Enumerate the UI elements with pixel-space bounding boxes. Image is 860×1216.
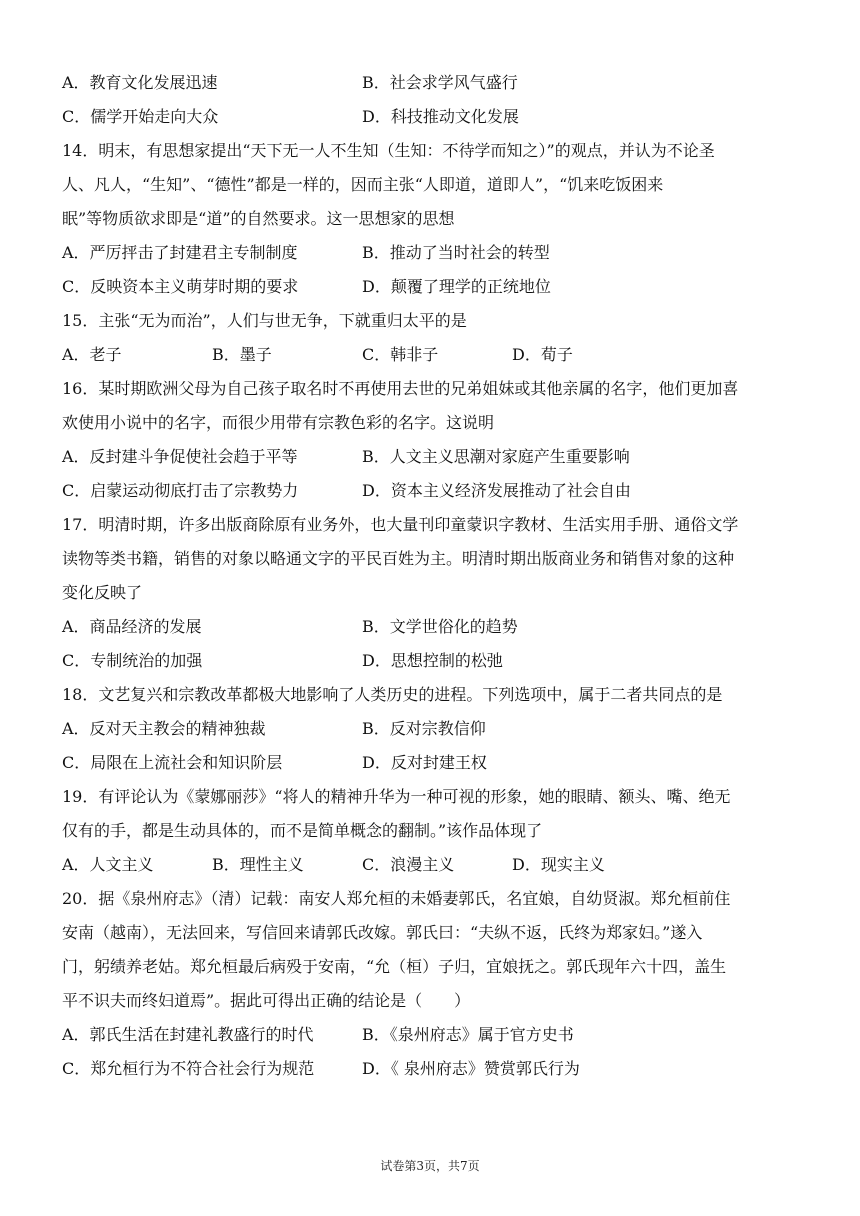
q19-stem [62,780,802,848]
q20-option-c[interactable]: C．郑允桓行为不符合社会行为规范 [62,1059,315,1078]
q15-option-c[interactable]: C．韩非子 [362,345,439,364]
q15-option-b[interactable]: B．墨子 [212,345,272,364]
q13-option-b[interactable]: B．社会求学风气盛行 [362,73,518,92]
q16-stem-line: 16．某时期欧洲父母为自己孩子取名时不再使用去世的兄弟姐妹或其他亲属的名字，他们更加喜 [62,379,739,398]
q14-stem-line: 14．明末，有思想家提出“天下无一人不生知（生知：不待学而知之）”的观点，并认为不论圣 [62,141,715,160]
q18-options-row-1 [62,712,802,746]
q14-options-row-1 [62,236,802,270]
q20-stem [62,882,802,1018]
q13-options-row-2 [62,100,802,134]
q14-option-d[interactable]: D．颠覆了理学的正统地位 [362,277,551,296]
q19-stem-line: 19．有评论认为《蒙娜丽莎》“将人的精神升华为一种可视的形象，她的眼睛、额头、嘴、绝无 [62,787,731,806]
q20-options-row-2 [62,1052,802,1086]
q18-option-c[interactable]: C．局限在上流社会和知识阶层 [62,753,283,772]
q19-option-c[interactable]: C．浪漫主义 [362,855,455,874]
q14-stem [62,134,802,236]
q18-option-a[interactable]: A．反对天主教会的精神独裁 [62,719,266,738]
q17-option-b[interactable]: B．文学世俗化的趋势 [362,617,518,636]
q17-stem-line: 17．明清时期，许多出版商除原有业务外，也大量刊印童蒙识字教材、生活实用手册、通俗文学 [62,515,739,534]
page-footer: 试卷第3页，共7页 [380,1159,480,1173]
q18-option-b[interactable]: B．反对宗教信仰 [362,719,486,738]
q15-stem-line: 15．主张“无为而治”，人们与世无争，下就重归太平的是 [62,311,467,330]
q14-option-a[interactable]: A．严厉抨击了封建君主专制制度 [62,243,298,262]
q16-stem-line: 欢使用小说中的名字，而很少用带有宗教色彩的名字。这说明 [62,413,495,432]
q14-stem-line: 眠”等物质欲求即是“道”的自然要求。这一思想家的思想 [62,209,455,228]
q18-stem [62,678,802,712]
q13-options-row-1 [62,66,802,100]
q17-stem-line: 读物等类书籍，销售的对象以略通文字的平民百姓为主。明清时期出版商业务和销售对象的这种 [62,549,735,568]
exam-page [62,66,802,1086]
q17-option-c[interactable]: C．专制统治的加强 [62,651,203,670]
q20-options-row-1 [62,1018,802,1052]
q20-option-b[interactable]: B．《泉州府志》属于官方史书 [362,1025,574,1044]
q13-option-d[interactable]: D．科技推动文化发展 [362,107,519,126]
q17-stem-line: 变化反映了 [62,583,143,602]
q20-stem-line: 平不识夫而终妇道焉”。据此可得出正确的结论是（ ） [62,991,471,1010]
q19-options-row [62,848,802,882]
q20-stem-line: 门，躬绩养老姑。郑允桓最后病殁于安南，“允（桓）子归，宜娘抚之。郭氏现年六十四，盖生 [62,957,727,976]
q18-stem-line: 18．文艺复兴和宗教改革都极大地影响了人类历史的进程。下列选项中，属于二者共同点的是 [62,685,723,704]
q18-option-d[interactable]: D．反对封建王权 [362,753,487,772]
q14-option-c[interactable]: C．反映资本主义萌芽时期的要求 [62,277,299,296]
q16-option-a[interactable]: A．反封建斗争促使社会趋于平等 [62,447,298,466]
q16-options-row-1 [62,440,802,474]
q16-option-b[interactable]: B．人文主义思潮对家庭产生重要影响 [362,447,630,466]
q15-stem [62,304,802,338]
q16-option-c[interactable]: C．启蒙运动彻底打击了宗教势力 [62,481,299,500]
q19-option-d[interactable]: D．现实主义 [512,855,605,874]
q13-option-c[interactable]: C．儒学开始走向大众 [62,107,219,126]
q17-stem [62,508,802,610]
q14-options-row-2 [62,270,802,304]
q18-options-row-2 [62,746,802,780]
q20-stem-line: 20．据《泉州府志》（清）记载：南安人郑允桓的未婚妻郭氏，名宜娘，自幼贤淑。郑允桓前住 [62,889,731,908]
q16-options-row-2 [62,474,802,508]
q16-option-d[interactable]: D．资本主义经济发展推动了社会自由 [362,481,631,500]
q20-stem-line: 安南（越南），无法回来，写信回来请郭氏改嫁。郭氏曰：“夫纵不返，氏终为郑家妇。”遂入 [62,923,703,942]
q14-stem-line: 人、凡人，“生知”、“德性”都是一样的，因而主张“人即道，道即人”，“饥来吃饭困来 [62,175,664,194]
q15-option-a[interactable]: A．老子 [62,345,122,364]
q17-option-d[interactable]: D．思想控制的松弛 [362,651,503,670]
q19-option-a[interactable]: A．人文主义 [62,855,154,874]
q13-option-a[interactable]: A．教育文化发展迅速 [62,73,218,92]
q19-stem-line: 仅有的手，都是生动具体的，而不是简单概念的翻制。”该作品体现了 [62,821,543,840]
q16-stem [62,372,802,440]
q17-options-row-1 [62,610,802,644]
q20-option-d[interactable]: D．《 泉州府志》赞赏郭氏行为 [362,1059,580,1078]
q17-option-a[interactable]: A．商品经济的发展 [62,617,202,636]
q17-options-row-2 [62,644,802,678]
q15-options-row [62,338,802,372]
q19-option-b[interactable]: B．理性主义 [212,855,304,874]
q15-option-d[interactable]: D．荀子 [512,345,573,364]
q14-option-b[interactable]: B．推动了当时社会的转型 [362,243,550,262]
q20-option-a[interactable]: A．郭氏生活在封建礼教盛行的时代 [62,1025,314,1044]
